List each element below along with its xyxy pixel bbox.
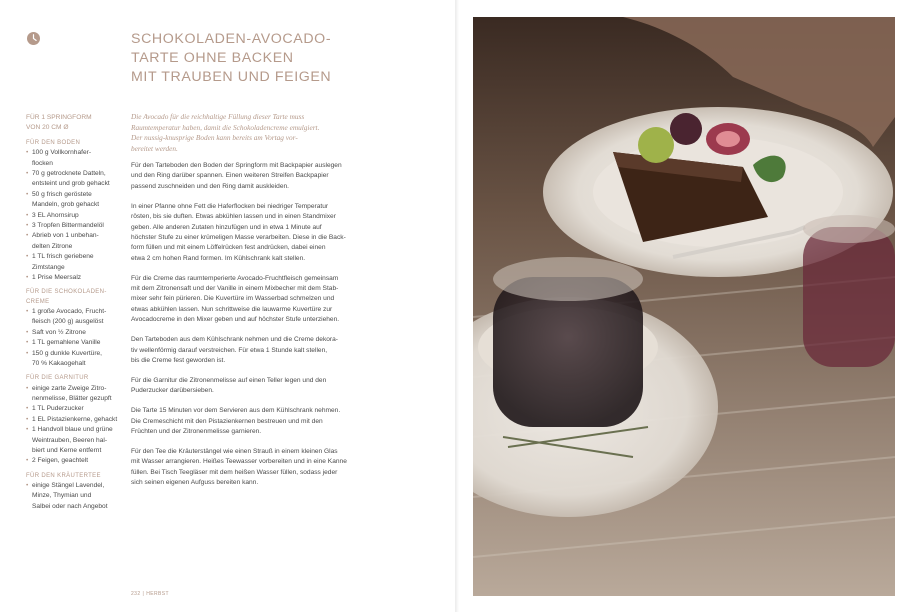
ingredient-item: • 1 große Avocado, Frucht- fleisch (200 g) ausgelöst	[26, 307, 124, 328]
ingredient-item: • 3 EL Ahornsirup	[26, 211, 124, 221]
ingredient-item: • 1 TL frisch geriebene Zimtstange	[26, 252, 124, 273]
ingredient-section-creme	[26, 288, 124, 369]
section-name: HERBST	[146, 591, 169, 597]
ingredient-item: • einige Stängel Lavendel, Minze, Thymian und Salbei oder nach Angebot	[26, 481, 124, 512]
section-heading: FÜR DEN BODEN	[26, 140, 81, 146]
book-gutter	[455, 0, 459, 612]
ingredient-item: • 1 Handvoll blaue und grüne Weintrauben, Beeren hal- biert und Kerne entfernt	[26, 425, 124, 456]
page-number: 232	[131, 591, 141, 597]
recipe-intro: Die Avocado für die reichhaltige Füllung dieser Tarte muss Raumtemperatur haben, damit die Schokoladencreme emulgiert. Der nussig-knusprige Boden kann bereits am Vortag vor- bereitet werden.	[131, 112, 320, 153]
ingredient-item: • Saft von ½ Zitrone	[26, 328, 124, 338]
ingredient-item: • 1 Prise Meersalz	[26, 273, 124, 283]
instruction-paragraph: Für die Creme das raumtemperierte Avocado-Fruchtfleisch gemeinsam mit dem Zitronensaft und der Vanille in einem Mixbecher mit dem Stab- mixer sehr fein pürieren. Die Kuvertüre im Wasserbad schmelzen und etwas abkühlen lassen. Nun schrittweise die lauwarme Kuvertüre zur Avocadocreme in den Mixer geben und auf höchster Stufe unterziehen.	[131, 274, 340, 324]
ingredient-item: • 1 TL gemahlene Vanille	[26, 338, 124, 348]
ingredient-item: • Abrieb von 1 unbehan- delten Zitrone	[26, 231, 124, 252]
ingredient-section-garnitur	[26, 374, 124, 466]
page-folio: 232 | HERBST	[131, 591, 169, 597]
title-line: MIT TRAUBEN UND FEIGEN	[131, 69, 332, 85]
yield-info	[26, 113, 124, 133]
ingredient-section-tee	[26, 472, 124, 512]
instruction-paragraph: Für die Garnitur die Zitronenmelisse auf einen Teller legen und den Puderzucker darübersieben.	[131, 376, 327, 395]
section-heading: FÜR DIE SCHOKOLADEN- CREME	[26, 289, 107, 305]
yield-line: VON 20 CM Ø	[26, 124, 69, 131]
recipe-title	[131, 30, 371, 87]
section-heading: FÜR DEN KRÄUTERTEE	[26, 472, 101, 479]
ingredient-item: • 3 Tropfen Bittermandelöl	[26, 221, 124, 231]
title-line: SCHOKOLADEN-AVOCADO-	[131, 31, 332, 47]
ingredient-item: • 2 Feigen, geachtelt	[26, 456, 124, 466]
ingredient-item: • 150 g dunkle Kuvertüre, 70 % Kakaogehalt	[26, 349, 124, 370]
title-line: TARTE OHNE BACKEN	[131, 50, 294, 66]
section-heading: FÜR DIE GARNITUR	[26, 375, 89, 382]
instruction-paragraph: Für den Tee die Kräuterstängel wie einen Strauß in einem kleinen Glas mit Wasser arrangieren. Heißes Teewasser vorbereiten und in eine Kanne füllen. Bei Tisch Teegläser mit dem heißen Wasser füllen, sodass jeder sich seinen eigenen Aufguss bereiten kann.	[131, 447, 347, 487]
ingredient-item: • 70 g getrocknete Datteln, entsteint und grob gehackt	[26, 169, 124, 190]
instruction-paragraph: Die Tarte 15 Minuten vor dem Servieren aus dem Kühlschrank nehmen. Die Cremeschicht mit den Pistazienkernen bestreuen und mit den Früchten und der Zitronenmelisse garnieren.	[131, 407, 341, 436]
yield-line: FÜR 1 SPRINGFORM	[26, 114, 92, 121]
instruction-paragraph: In einer Pfanne ohne Fett die Haferflocken bei niedriger Temperatur rösten, bis sie duften. Etwas abkühlen lassen und in einen Standmixer geben. Alle anderen Zutaten hinzufügen und in etwa 1 Minute auf höchster Stufe zu einer krümeligen Masse verarbeiten. Diese in die Back- form füllen und mit einem Löffelrücken fest andrücken, dabei einen etwa 2 cm hohen Rand formen. Im Kühlschrank kalt stellen.	[131, 202, 346, 262]
instruction-paragraph: Für den Tarteboden den Boden der Springform mit Backpapier auslegen und den Ring darüber spannen. Einen weiteren Streifen Backpapier passend zuschneiden und den Ring damit auskleiden.	[131, 162, 342, 190]
instructions-column	[131, 112, 379, 498]
ingredient-item: • 1 EL Pistazienkerne, gehackt	[26, 415, 124, 425]
clock-icon	[27, 32, 40, 45]
ingredient-item: • 1 TL Puderzucker	[26, 404, 124, 414]
instruction-paragraph: Den Tarteboden aus dem Kühlschrank nehmen und die Creme dekora- tiv wellenförmig darauf verstreichen. Für etwa 1 Stunde kalt stellen, bis die Creme fest geworden ist.	[131, 336, 338, 364]
ingredient-item: • 100 g Vollkornhafer- flocken	[26, 148, 124, 169]
ingredient-item: • einige zarte Zweige Zitro- nenmelisse, Blätter gezupft	[26, 384, 124, 405]
ingredients-sidebar	[26, 113, 124, 512]
food-photo	[473, 17, 895, 596]
ingredient-section-boden	[26, 139, 124, 283]
ingredient-item: • 50 g frisch geröstete Mandeln, grob gehackt	[26, 190, 124, 211]
